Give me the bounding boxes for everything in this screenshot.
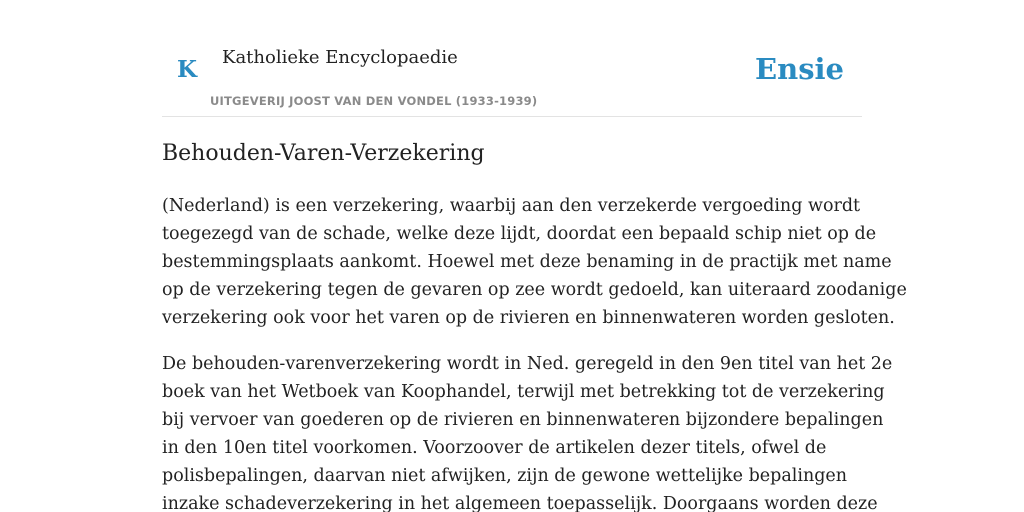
article-body (162, 192, 907, 512)
book-logo-icon[interactable]: K (177, 56, 197, 83)
paragraph-line: inzake schadeverzekering in het algemeen toepasselijk. Doorgaans worden deze (162, 494, 878, 512)
publisher-label: UITGEVERIJ JOOST VAN DEN VONDEL (1933-1939) (210, 94, 538, 108)
paragraph-line: (Nederland) is een verzekering, waarbij aan den verzekerde vergoeding wordt (162, 196, 861, 216)
paragraph-line: in den 10en titel voorkomen. Voorzoover de artikelen dezer titels, ofwel de (162, 438, 827, 458)
paragraph-line: boek van het Wetboek van Koophandel, terwijl met betrekking tot de verzekering (162, 382, 885, 402)
paragraph-line: bij vervoer van goederen op de rivieren en binnenwateren bijzondere bepalingen (162, 410, 884, 430)
paragraph-1 (162, 192, 907, 332)
paragraph-line: bestemmingsplaats aankomt. Hoewel met deze benaming in de practijk met name (162, 252, 892, 272)
paragraph-line: De behouden-varenverzekering wordt in Ned. geregeld in den 9en titel van het 2e (162, 354, 893, 374)
paragraph-line: toegezegd van de schade, welke deze lijdt, doordat een bepaald schip niet op de (162, 224, 877, 244)
book-title-link[interactable]: Katholieke Encyclopaedie (222, 47, 458, 68)
ensie-logo[interactable]: Ensie (755, 52, 844, 86)
paragraph-line: op de verzekering tegen de gevaren op zee wordt gedoeld, kan uiteraard zoodanige (162, 280, 907, 300)
paragraph-2 (162, 350, 893, 512)
paragraph-line: polisbepalingen, daarvan niet afwijken, zijn de gewone wettelijke bepalingen (162, 466, 848, 486)
article-title: Behouden-Varen-Verzekering (162, 141, 485, 166)
paragraph-line: verzekering ook voor het varen op de rivieren en binnenwateren worden gesloten. (162, 308, 895, 328)
header (162, 0, 862, 117)
